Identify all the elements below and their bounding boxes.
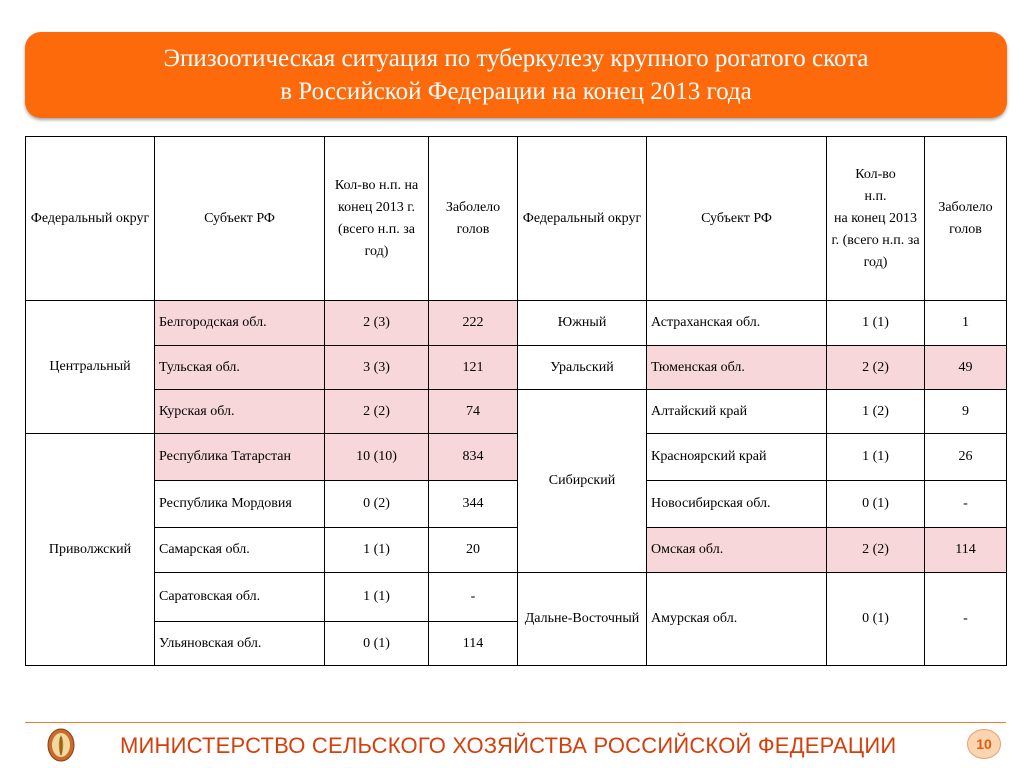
header-district-right: Федеральный округ <box>518 137 647 301</box>
header-count-right-line3: на конец 2013 г. (всего н.п. за год) <box>831 210 920 270</box>
ministry-name: МИНИСТЕРСТВО СЕЛЬСКОГО ХОЗЯЙСТВА РОССИЙСКОЙ ФЕДЕРАЦИИ <box>120 733 897 758</box>
header-subject-left: Субъект РФ <box>155 137 325 301</box>
count-cell: 2 (2) <box>827 346 925 390</box>
count-cell: 0 (2) <box>325 481 429 528</box>
page-number-badge: 10 <box>967 729 1001 759</box>
header-district-left: Федеральный округ <box>26 137 155 301</box>
subject-cell: Красноярский край <box>647 434 827 481</box>
sick-cell: - <box>925 573 1007 666</box>
count-cell: 0 (1) <box>827 481 925 528</box>
header-count-right-line1: Кол-во <box>855 166 896 182</box>
sick-cell: 121 <box>429 346 518 390</box>
table-row <box>26 481 1007 528</box>
count-cell: 1 (2) <box>827 390 925 434</box>
subject-cell: Алтайский край <box>647 390 827 434</box>
sick-cell: 114 <box>429 622 518 666</box>
subject-cell: Новосибирская обл. <box>647 481 827 528</box>
subject-cell: Тульская обл. <box>155 346 325 390</box>
slide-title-line-1: Эпизоотическая ситуация по туберкулезу крупного рогатого скота <box>163 45 869 72</box>
sick-cell: 26 <box>925 434 1007 481</box>
subject-cell: Курская обл. <box>155 390 325 434</box>
footer-divider <box>25 722 1006 723</box>
header-subject-right: Субъект РФ <box>647 137 827 301</box>
sick-cell: - <box>925 481 1007 528</box>
count-cell: 0 (1) <box>827 573 925 666</box>
table-row <box>26 390 1007 434</box>
subject-cell: Ульяновская обл. <box>155 622 325 666</box>
subject-cell: Омская обл. <box>647 528 827 573</box>
sick-cell: - <box>429 573 518 622</box>
count-cell: 1 (1) <box>827 434 925 481</box>
table-row <box>26 301 1007 346</box>
table-row <box>26 528 1007 573</box>
count-cell: 1 (1) <box>325 528 429 573</box>
subject-cell: Белгородская обл. <box>155 301 325 346</box>
header-sick-right: Заболело голов <box>925 137 1007 301</box>
count-cell: 1 (1) <box>325 573 429 622</box>
count-cell: 1 (1) <box>827 301 925 346</box>
district-south: Южный <box>518 301 647 346</box>
header-count-right-line2: н.п. <box>864 188 887 204</box>
sick-cell: 1 <box>925 301 1007 346</box>
table-header-row <box>26 137 1007 301</box>
slide-title-line-2: в Российской Федерации на конец 2013 года <box>280 78 752 105</box>
count-cell: 0 (1) <box>325 622 429 666</box>
count-cell: 2 (3) <box>325 301 429 346</box>
sick-cell: 20 <box>429 528 518 573</box>
sick-cell: 834 <box>429 434 518 481</box>
subject-cell: Астраханская обл. <box>647 301 827 346</box>
slide-title-banner <box>25 32 1007 118</box>
district-siberian: Сибирский <box>518 390 647 573</box>
count-cell: 2 (2) <box>827 528 925 573</box>
sick-cell: 74 <box>429 390 518 434</box>
subject-cell: Самарская обл. <box>155 528 325 573</box>
sick-cell: 49 <box>925 346 1007 390</box>
count-cell: 10 (10) <box>325 434 429 481</box>
tuberculosis-table <box>25 136 1007 666</box>
subject-cell: Саратовская обл. <box>155 573 325 622</box>
count-cell: 3 (3) <box>325 346 429 390</box>
subject-cell: Амурская обл. <box>647 573 827 666</box>
sick-cell: 114 <box>925 528 1007 573</box>
table-row <box>26 434 1007 481</box>
sick-cell: 344 <box>429 481 518 528</box>
ministry-emblem-icon <box>47 728 75 762</box>
district-far-east: Дальне-Восточный <box>518 573 647 666</box>
district-ural: Уральский <box>518 346 647 390</box>
header-count-right <box>827 137 925 301</box>
district-central: Центральный <box>26 301 155 434</box>
count-cell: 2 (2) <box>325 390 429 434</box>
subject-cell: Республика Мордовия <box>155 481 325 528</box>
sick-cell: 9 <box>925 390 1007 434</box>
header-count-left: Кол-во н.п. на конец 2013 г. (всего н.п. за год) <box>325 137 429 301</box>
header-sick-left: Заболело голов <box>429 137 518 301</box>
subject-cell: Республика Татарстан <box>155 434 325 481</box>
sick-cell: 222 <box>429 301 518 346</box>
subject-cell: Тюменская обл. <box>647 346 827 390</box>
district-volga: Приволжский <box>26 434 155 666</box>
table-row <box>26 573 1007 622</box>
table-row <box>26 346 1007 390</box>
